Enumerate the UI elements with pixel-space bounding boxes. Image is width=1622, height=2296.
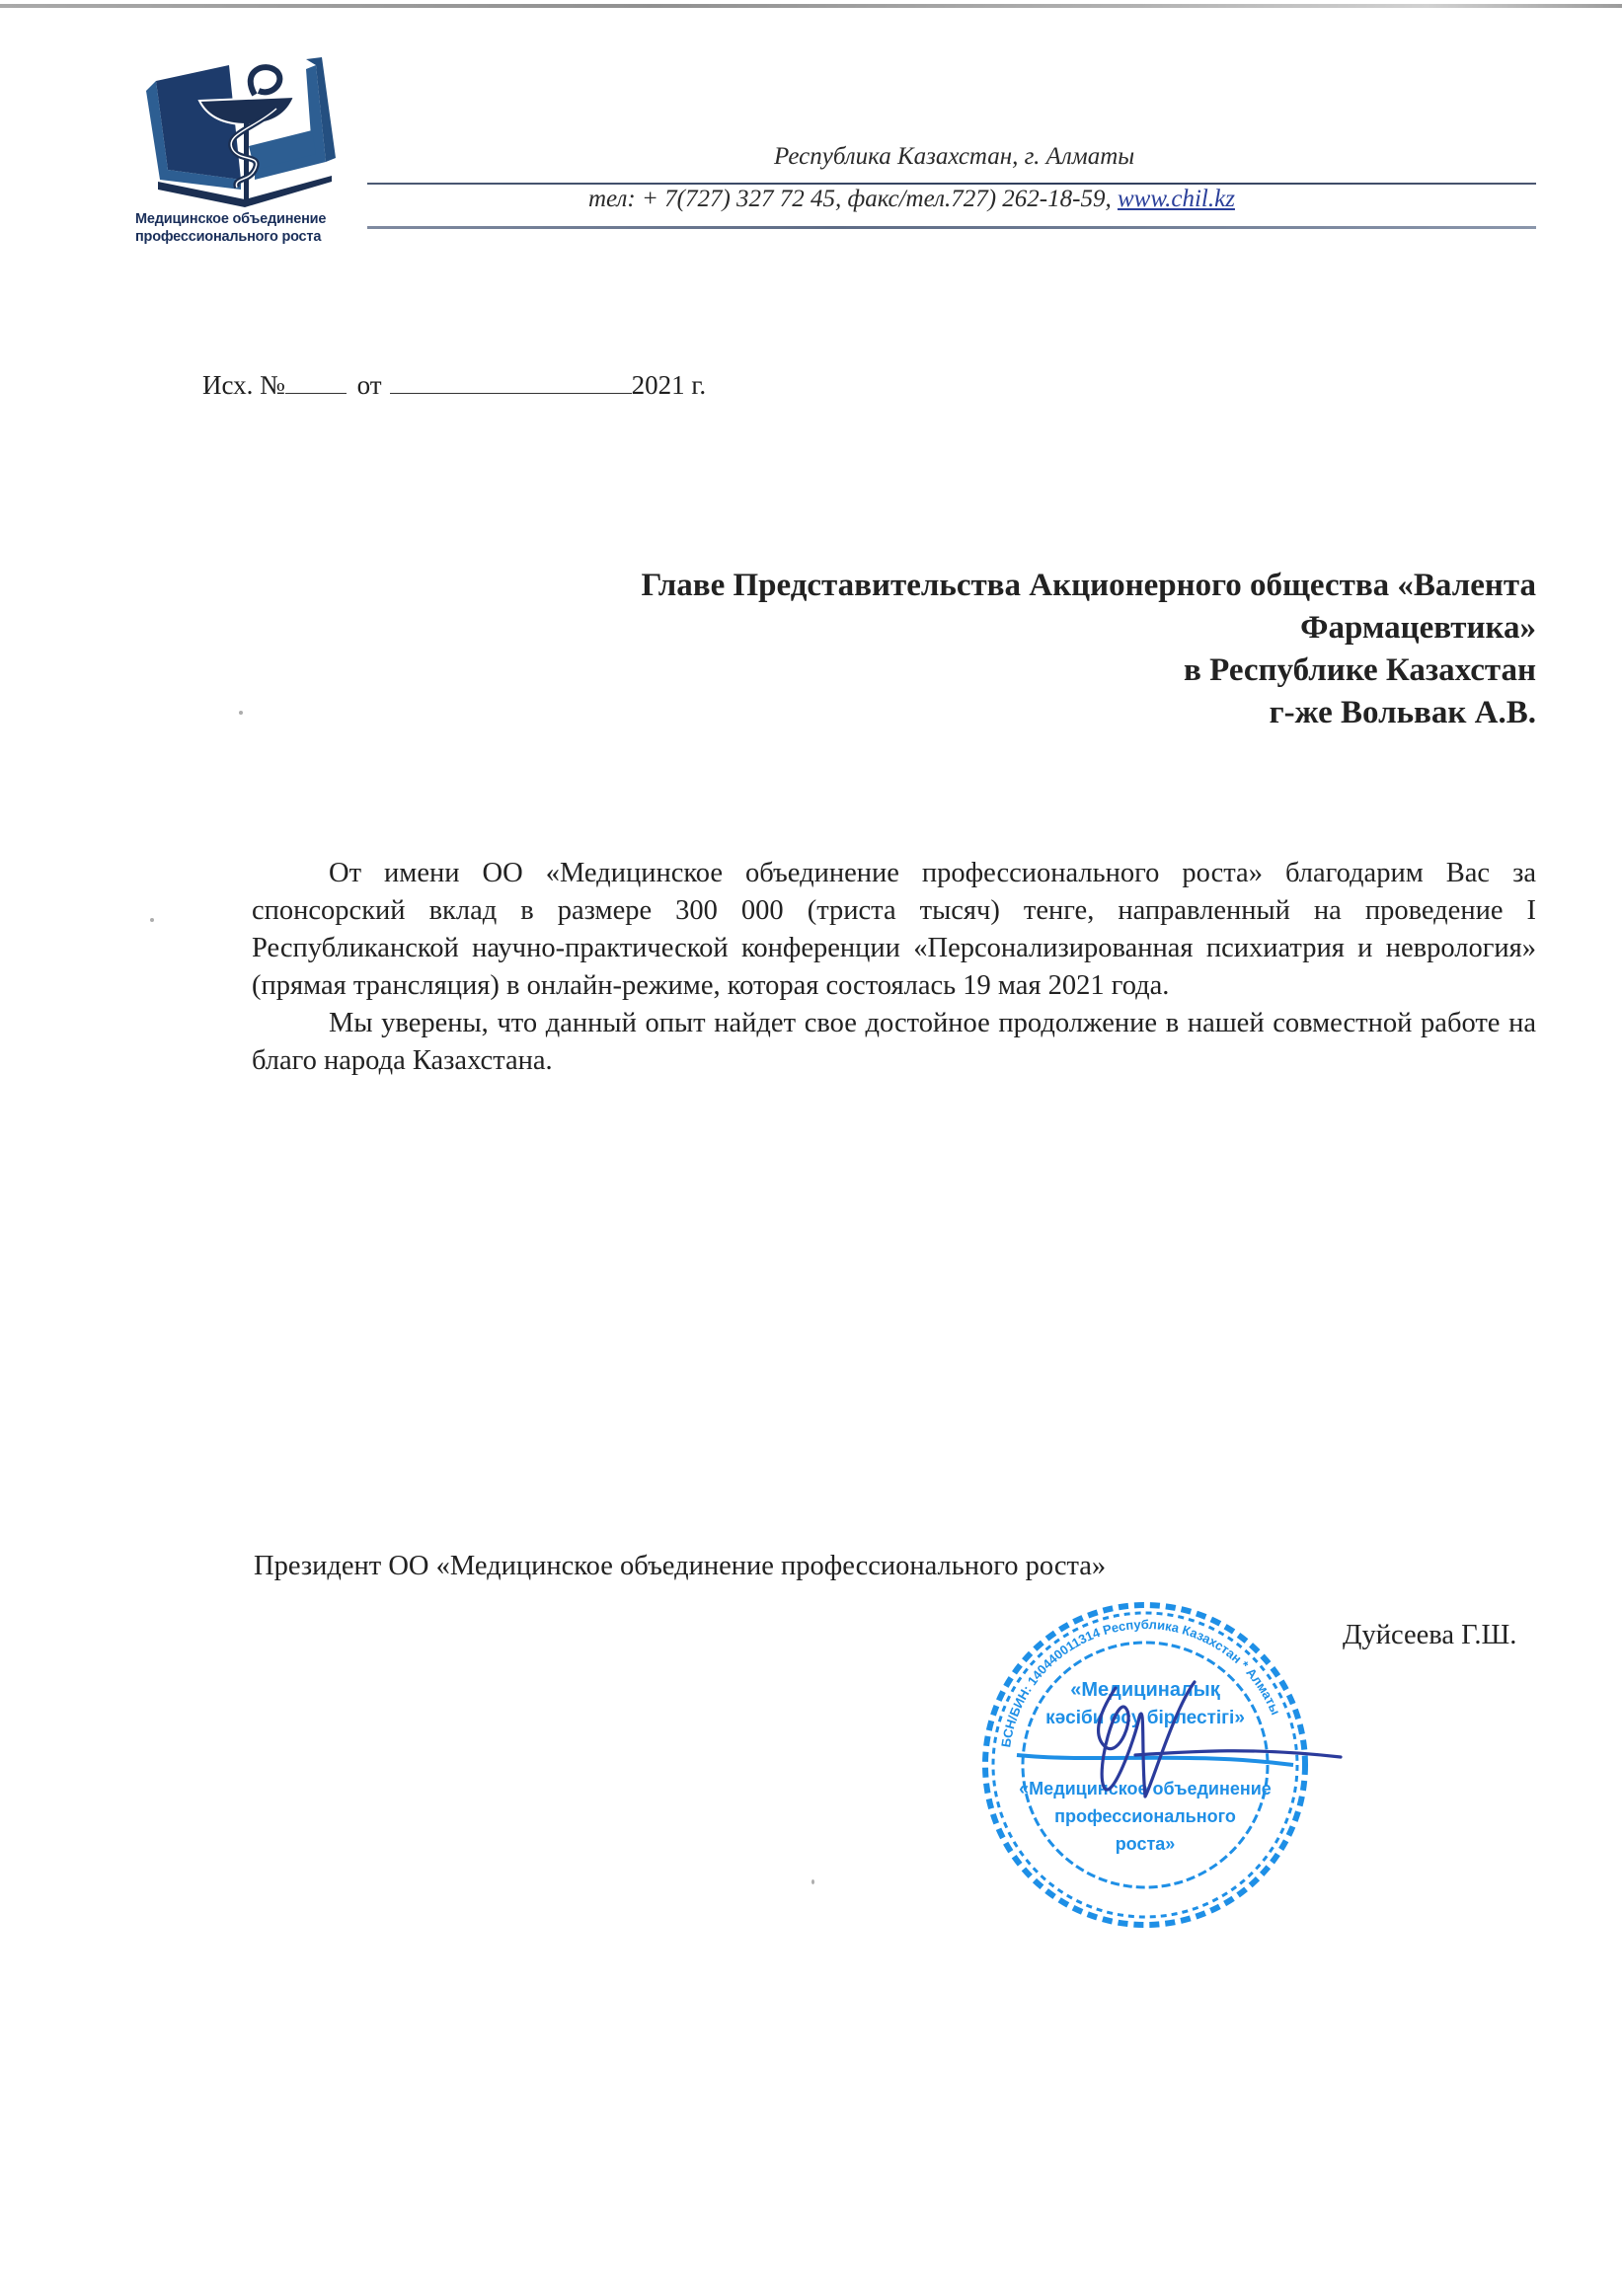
addressee-line-2: Фармацевтика» [1300, 610, 1536, 646]
addressee-line-3: в Республике Казахстан [1184, 652, 1536, 688]
website-link[interactable]: www.chil.kz [1117, 186, 1235, 212]
letterhead-contacts [588, 186, 1235, 213]
stamp-line-3: «Медицинское объединение [1019, 1779, 1272, 1799]
organization-logo [123, 51, 370, 254]
scan-edge-line [0, 4, 1622, 8]
logo-caption-line-2: профессионального роста [135, 229, 322, 245]
logo-caption-line-1: Медицинское объединение [135, 211, 327, 227]
outgoing-reference [202, 370, 706, 401]
body-paragraph-2: Мы уверены, что данный опыт найдет свое достойное продолжение в нашей совместной работе на благо народа Казахстана. [252, 1008, 1536, 1076]
handwritten-signature [1076, 1678, 1343, 1816]
book-and-bowl-of-hygieia-icon [138, 51, 355, 209]
reference-year: 2021 г. [631, 370, 707, 400]
stamp-line-1: «Медициналық [1070, 1679, 1220, 1701]
stamp-line-2: кәсіби өсу бірлестігі» [1045, 1708, 1245, 1728]
scan-speck [150, 918, 154, 922]
contact-phone-fax: тел: + 7(727) 327 72 45, факс/тел.727) 262-18-59, [588, 186, 1118, 212]
letterhead-rule-bottom [367, 226, 1536, 229]
stamp-line-5: роста» [1115, 1834, 1176, 1854]
reference-number-label: Исх. № [202, 370, 285, 400]
addressee-line-1: Главе Представительства Акционерного общества «Валента [641, 568, 1536, 603]
letterhead-city: Республика Казахстан, г. Алматы [774, 143, 1135, 170]
logo-caption [135, 210, 372, 246]
letter-body [252, 855, 1536, 1080]
scan-speck [239, 711, 243, 715]
letterhead-rule-top [367, 183, 1536, 185]
stamp-line-4: профессионального [1054, 1806, 1236, 1826]
addressee-block [641, 565, 1536, 734]
reference-date-label: от [356, 370, 382, 400]
reference-number-blank [285, 371, 347, 394]
body-paragraph-1: От имени ОО «Медицинское объединение профессионального роста» благодарим Вас за спонсорский вклад в размере 300 000 (триста тысяч) тенге, направленный на проведение I Республиканской научно-практической конференции «Персонализированная психиатрия и неврология» (прямая трансляция) в онлайн-режиме, которая состоялась 19 мая 2021 года. [252, 858, 1536, 1001]
signatory-title: Президент ОО «Медицинское объединение профессионального роста» [254, 1551, 1107, 1581]
addressee-line-4: г-же Вольвак А.В. [1269, 695, 1536, 730]
stamp-ring-text: БСН/БИН: 140440011314 Республика Казахстан * Алматы [998, 1616, 1283, 1749]
reference-date-blank [390, 371, 632, 394]
scan-speck [811, 1879, 814, 1884]
signatory-name: Дуйсеева Г.Ш. [1343, 1620, 1517, 1650]
